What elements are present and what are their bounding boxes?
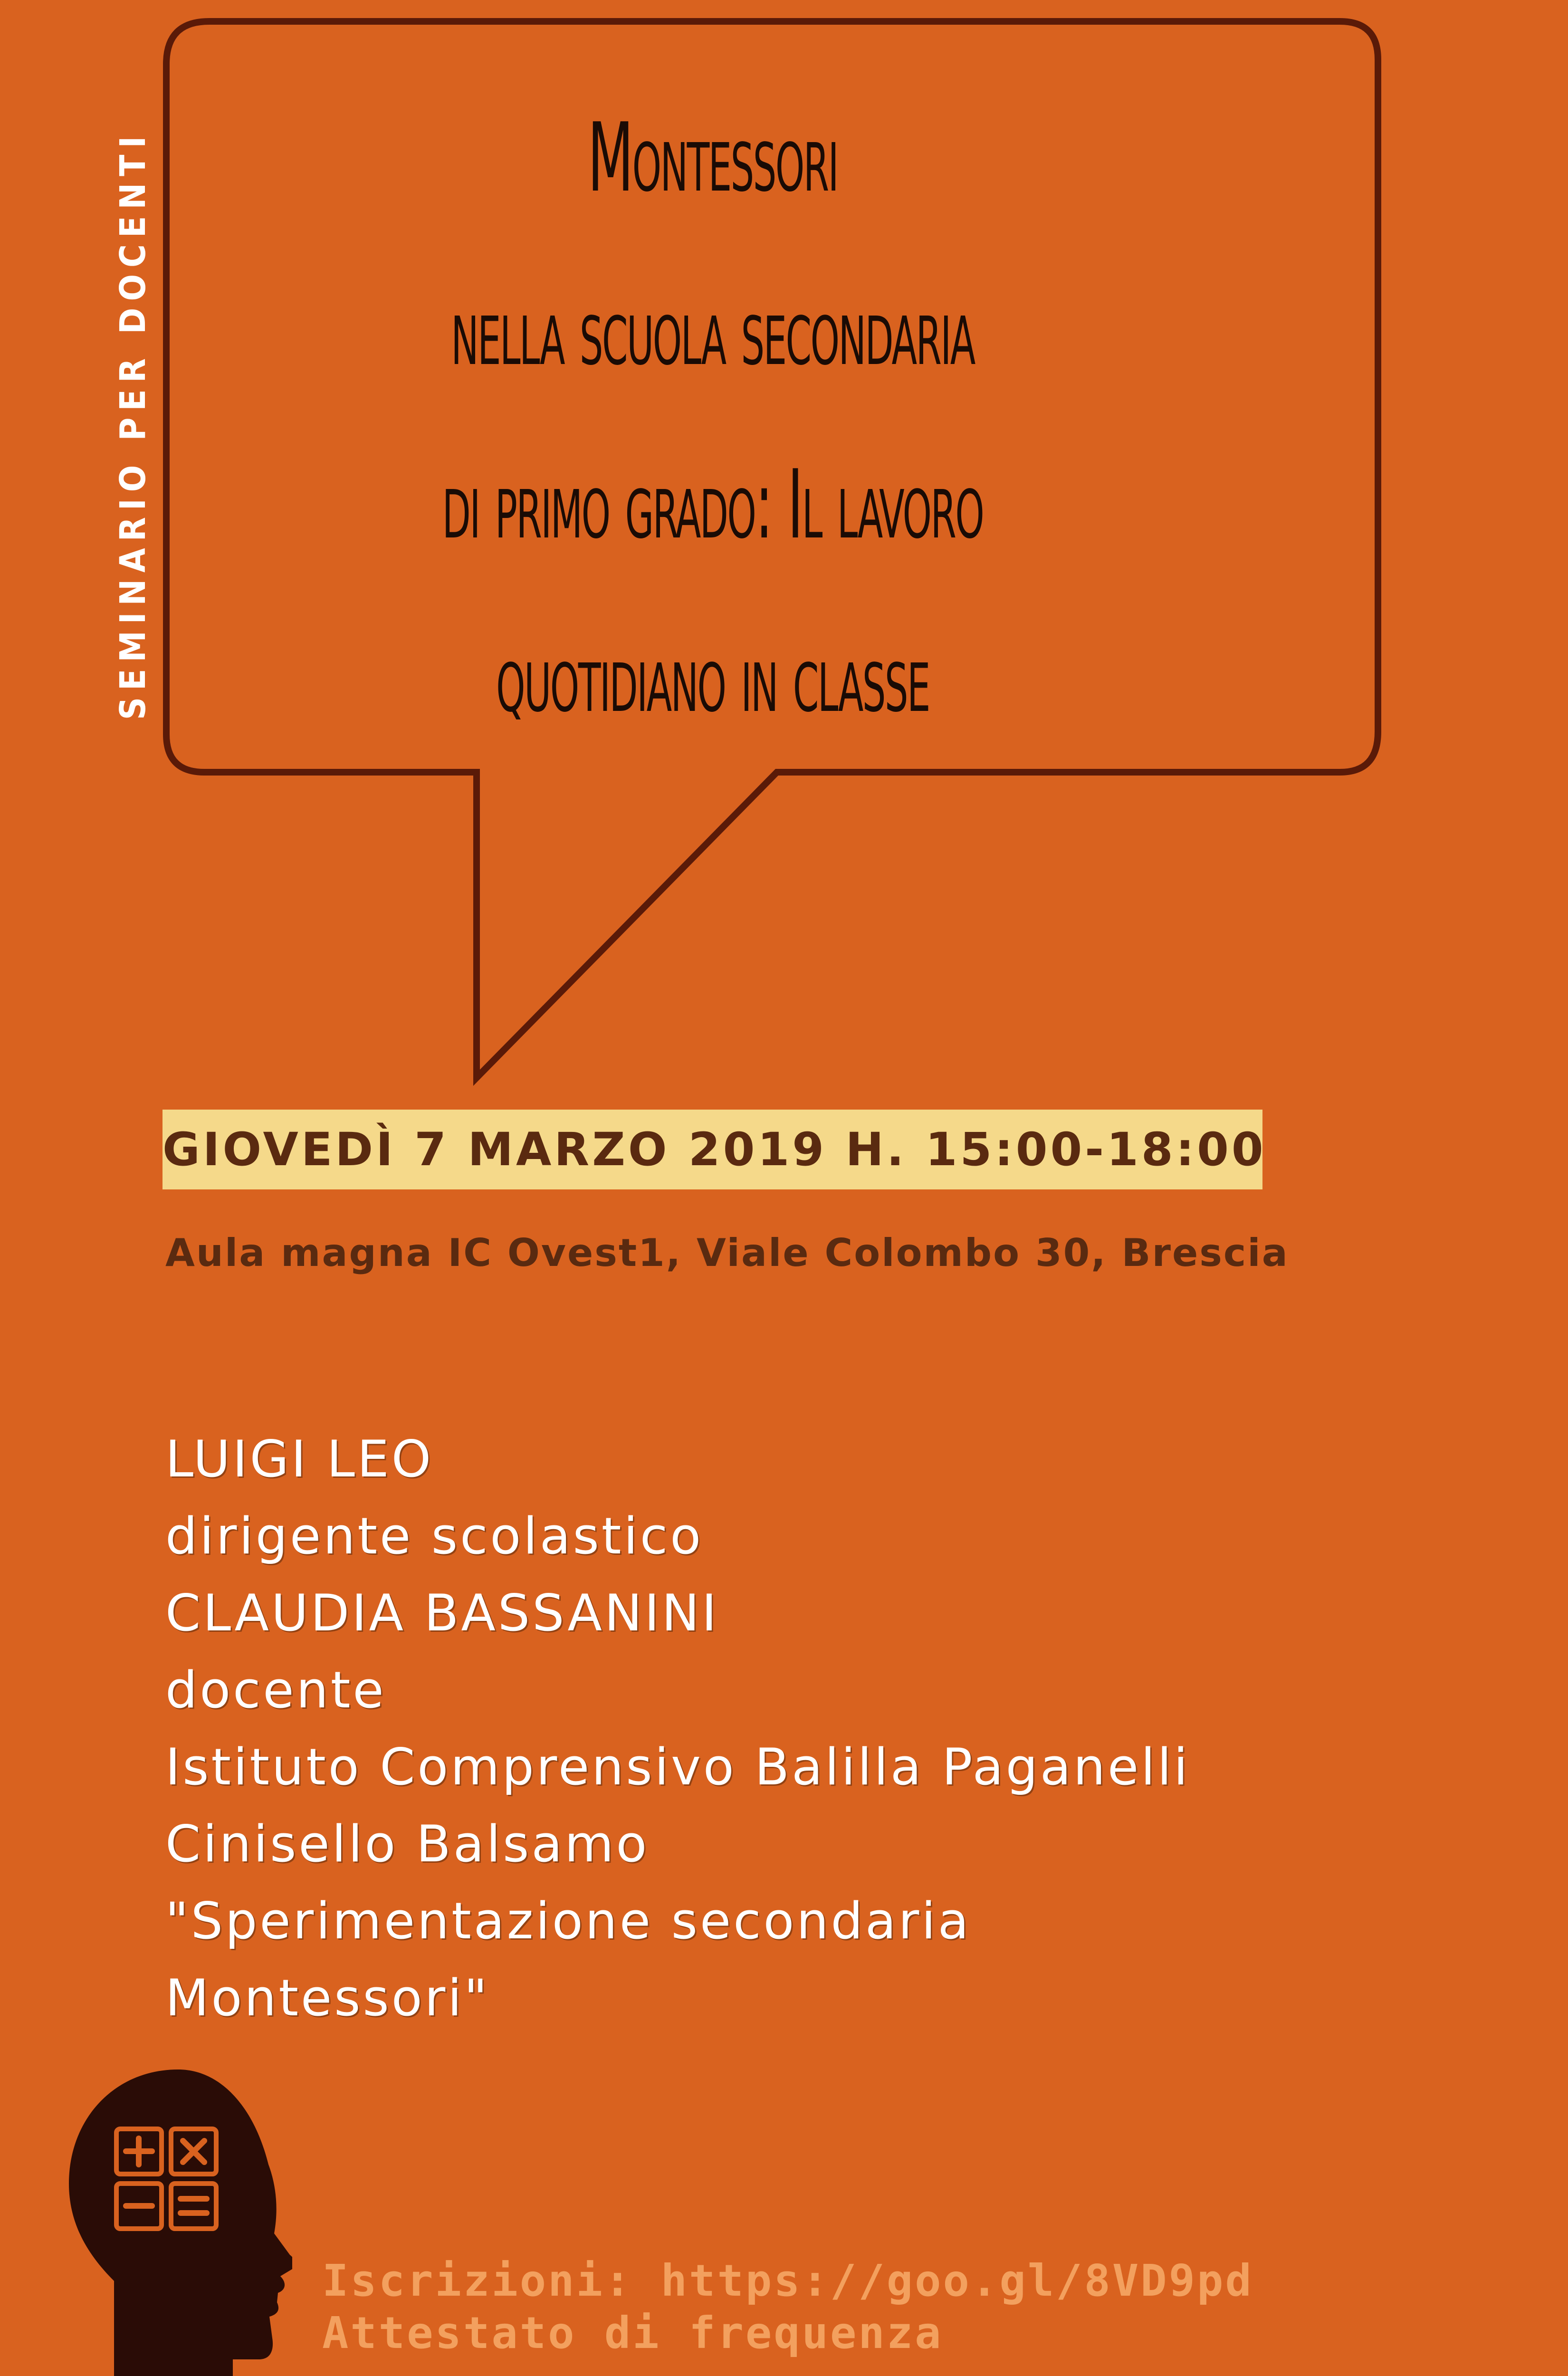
speakers-block [165, 1421, 1190, 2037]
attendance-certificate: Attestato di frequenza [322, 2308, 943, 2358]
title-line: quotidiano in classe [496, 623, 929, 734]
registration-link[interactable]: Iscrizioni: https://goo.gl/8VD9pd [322, 2255, 1253, 2306]
speaker-line: LUIGI LEO [165, 1430, 434, 1488]
seminar-title [383, 71, 1043, 765]
speaker-line: "Sperimentazione secondaria [165, 1892, 971, 1950]
title-line: Montessori [587, 103, 838, 213]
speaker-line: CLAUDIA BASSANINI [165, 1584, 719, 1642]
head-math-icon [69, 2069, 292, 2376]
title-line: nella scuola secondaria [451, 276, 975, 387]
date-time: GIOVEDÌ 7 MARZO 2019 H. 15:00-18:00 [163, 1123, 1266, 1176]
side-label: SEMINARIO PER DOCENTI [113, 129, 153, 720]
speaker-line: Cinisello Balsamo [165, 1815, 650, 1873]
speaker-line: Montessori" [165, 1969, 490, 2027]
venue: Aula magna IC Ovest1, Viale Colombo 30, Brescia [165, 1231, 1289, 1275]
speaker-line: docente [165, 1661, 386, 1719]
speaker-line: dirigente scolastico [165, 1507, 704, 1565]
speaker-line: Istituto Comprensivo Balilla Paganelli [165, 1738, 1190, 1796]
title-line: di primo grado: Il lavoro [442, 450, 984, 560]
registration-info [322, 2255, 1253, 2359]
